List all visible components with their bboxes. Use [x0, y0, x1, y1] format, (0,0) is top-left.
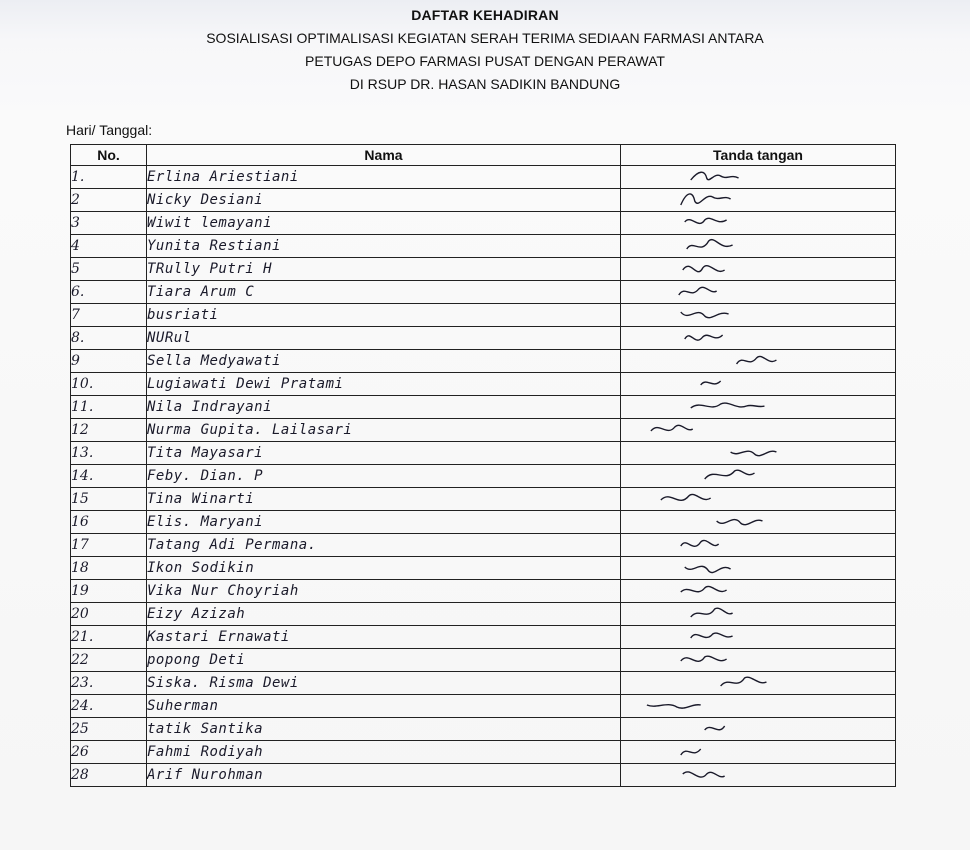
row-number: 6.	[71, 281, 147, 304]
row-number: 17	[71, 534, 147, 557]
attendee-name: Lugiawati Dewi Pratami	[147, 373, 621, 396]
handwritten-signature	[621, 419, 895, 441]
table-row	[71, 396, 896, 419]
signature-cell	[621, 396, 896, 419]
signature-cell	[621, 235, 896, 258]
attendee-name: popong Deti	[147, 649, 621, 672]
row-number: 16	[71, 511, 147, 534]
document-subtitle-line-3: DI RSUP DR. HASAN SADIKIN BANDUNG	[349, 76, 621, 92]
signature-cell	[621, 212, 896, 235]
table-row	[71, 695, 896, 718]
attendee-name: Yunita Restiani	[147, 235, 621, 258]
signature-cell	[621, 695, 896, 718]
signature-cell	[621, 327, 896, 350]
row-number: 8.	[71, 327, 147, 350]
handwritten-signature	[621, 304, 895, 326]
handwritten-signature	[621, 281, 895, 303]
row-number: 10.	[71, 373, 147, 396]
date-label: Hari/ Tanggal:	[66, 122, 153, 138]
signature-cell	[621, 764, 896, 787]
row-number: 26	[71, 741, 147, 764]
attendee-name: TRully Putri H	[147, 258, 621, 281]
document-subtitle-line-1: SOSIALISASI OPTIMALISASI KEGIATAN SERAH TERIMA SEDIAAN FARMASI ANTARA	[206, 30, 764, 46]
signature-cell	[621, 350, 896, 373]
row-number: 23.	[71, 672, 147, 695]
row-number: 11.	[71, 396, 147, 419]
handwritten-signature	[621, 741, 895, 763]
signature-cell	[621, 534, 896, 557]
row-number: 7	[71, 304, 147, 327]
handwritten-signature	[621, 534, 895, 556]
row-number: 2	[71, 189, 147, 212]
handwritten-signature	[621, 718, 895, 740]
table-row	[71, 212, 896, 235]
handwritten-signature	[621, 373, 895, 395]
row-number: 19	[71, 580, 147, 603]
table-row	[71, 465, 896, 488]
signature-cell	[621, 649, 896, 672]
document-subtitle-line-2: PETUGAS DEPO FARMASI PUSAT DENGAN PERAWAT	[305, 53, 665, 69]
row-number: 21.	[71, 626, 147, 649]
table-row	[71, 718, 896, 741]
attendee-name: Wiwit lemayani	[147, 212, 621, 235]
signature-cell	[621, 580, 896, 603]
signature-cell	[621, 672, 896, 695]
table-row	[71, 764, 896, 787]
table-row	[71, 189, 896, 212]
column-header-signature: Tanda tangan	[621, 145, 896, 166]
table-row	[71, 649, 896, 672]
table-row	[71, 488, 896, 511]
row-number: 13.	[71, 442, 147, 465]
signature-cell	[621, 718, 896, 741]
row-number: 1.	[71, 166, 147, 189]
signature-cell	[621, 373, 896, 396]
signature-cell	[621, 557, 896, 580]
table-row	[71, 511, 896, 534]
table-row	[71, 373, 896, 396]
handwritten-signature	[621, 350, 895, 372]
attendee-name: busriati	[147, 304, 621, 327]
attendee-name: Erlina Ariestiani	[147, 166, 621, 189]
table-row	[71, 442, 896, 465]
attendee-name: Arif Nurohman	[147, 764, 621, 787]
handwritten-signature	[621, 672, 895, 694]
handwritten-signature	[621, 649, 895, 671]
handwritten-signature	[621, 603, 895, 625]
attendee-name: Nila Indrayani	[147, 396, 621, 419]
handwritten-signature	[621, 212, 895, 234]
row-number: 12	[71, 419, 147, 442]
row-number: 22	[71, 649, 147, 672]
table-row	[71, 304, 896, 327]
signature-cell	[621, 166, 896, 189]
table-row	[71, 235, 896, 258]
table-row	[71, 672, 896, 695]
table-row	[71, 258, 896, 281]
attendee-name: Eizy Azizah	[147, 603, 621, 626]
attendee-name: tatik Santika	[147, 718, 621, 741]
handwritten-signature	[621, 488, 895, 510]
signature-cell	[621, 488, 896, 511]
attendee-name: Fahmi Rodiyah	[147, 741, 621, 764]
handwritten-signature	[621, 189, 895, 211]
signature-cell	[621, 304, 896, 327]
table-row	[71, 350, 896, 373]
attendee-name: Siska. Risma Dewi	[147, 672, 621, 695]
attendee-name: Sella Medyawati	[147, 350, 621, 373]
signature-cell	[621, 281, 896, 304]
table-row	[71, 580, 896, 603]
attendee-name: Feby. Dian. P	[147, 465, 621, 488]
handwritten-signature	[621, 258, 895, 280]
table-row	[71, 534, 896, 557]
handwritten-signature	[621, 442, 895, 464]
table-row	[71, 603, 896, 626]
signature-cell	[621, 741, 896, 764]
row-number: 9	[71, 350, 147, 373]
row-number: 24.	[71, 695, 147, 718]
row-number: 14.	[71, 465, 147, 488]
row-number: 3	[71, 212, 147, 235]
attendee-name: Suherman	[147, 695, 621, 718]
table-row	[71, 557, 896, 580]
handwritten-signature	[621, 235, 895, 257]
table-row	[71, 741, 896, 764]
handwritten-signature	[621, 396, 895, 418]
handwritten-signature	[621, 557, 895, 579]
attendee-name: Kastari Ernawati	[147, 626, 621, 649]
table-row	[71, 166, 896, 189]
handwritten-signature	[621, 764, 895, 786]
table-header-row	[71, 145, 896, 166]
handwritten-signature	[621, 327, 895, 349]
signature-cell	[621, 603, 896, 626]
handwritten-signature	[621, 465, 895, 487]
signature-cell	[621, 442, 896, 465]
table-row	[71, 327, 896, 350]
column-header-no: No.	[71, 145, 147, 166]
attendee-name: Tiara Arum C	[147, 281, 621, 304]
handwritten-signature	[621, 580, 895, 602]
attendee-name: Vika Nur Choyriah	[147, 580, 621, 603]
row-number: 20	[71, 603, 147, 626]
row-number: 25	[71, 718, 147, 741]
handwritten-signature	[621, 511, 895, 533]
attendance-table	[70, 144, 896, 787]
row-number: 4	[71, 235, 147, 258]
handwritten-signature	[621, 626, 895, 648]
attendee-name: Elis. Maryani	[147, 511, 621, 534]
table-row	[71, 281, 896, 304]
row-number: 15	[71, 488, 147, 511]
column-header-name: Nama	[147, 145, 621, 166]
row-number: 28	[71, 764, 147, 787]
handwritten-signature	[621, 695, 895, 717]
attendee-name: Tatang Adi Permana.	[147, 534, 621, 557]
attendee-name: Tita Mayasari	[147, 442, 621, 465]
table-row	[71, 419, 896, 442]
attendee-name: Nurma Gupita. Lailasari	[147, 419, 621, 442]
document-title: DAFTAR KEHADIRAN	[411, 7, 559, 23]
signature-cell	[621, 465, 896, 488]
attendee-name: Tina Winarti	[147, 488, 621, 511]
signature-cell	[621, 419, 896, 442]
handwritten-signature	[621, 166, 895, 188]
row-number: 5	[71, 258, 147, 281]
signature-cell	[621, 626, 896, 649]
attendee-name: Nicky Desiani	[147, 189, 621, 212]
signature-cell	[621, 189, 896, 212]
row-number: 18	[71, 557, 147, 580]
attendee-name: NURul	[147, 327, 621, 350]
attendee-name: Ikon Sodikin	[147, 557, 621, 580]
signature-cell	[621, 511, 896, 534]
signature-cell	[621, 258, 896, 281]
table-row	[71, 626, 896, 649]
